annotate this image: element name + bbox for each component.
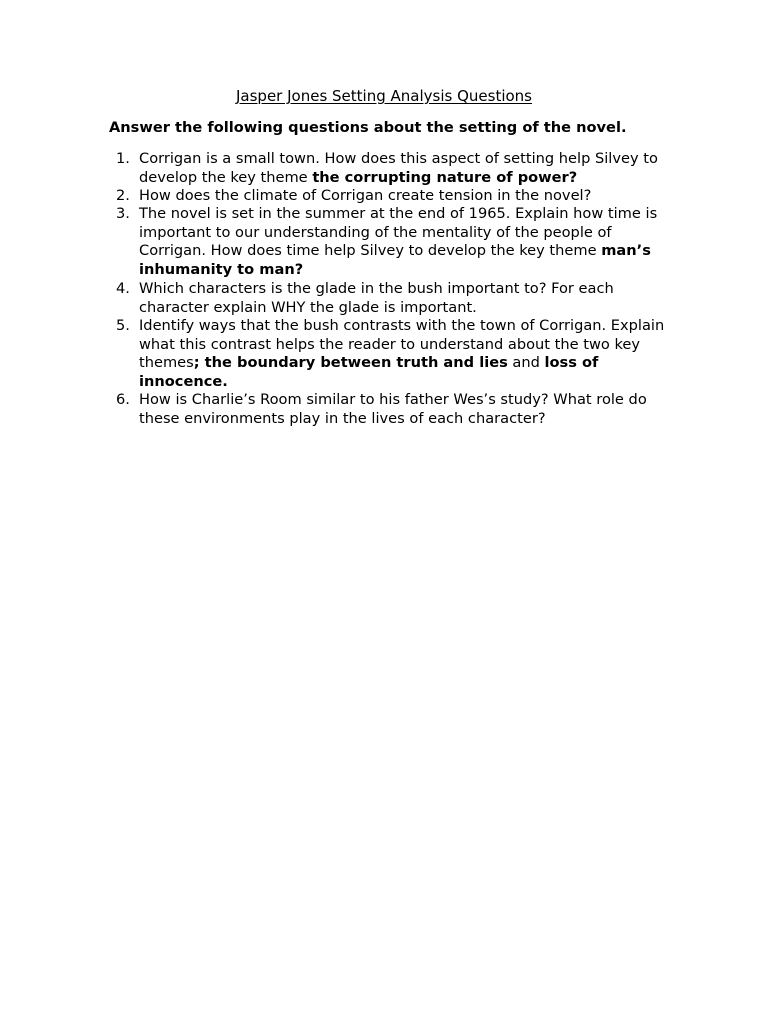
question-text: How does the climate of Corrigan create tension in the novel? bbox=[139, 187, 592, 204]
question-text-connector: and bbox=[507, 354, 545, 371]
question-number: 4. bbox=[116, 280, 130, 297]
question-item bbox=[0, 187, 679, 205]
question-number: 5. bbox=[116, 317, 130, 334]
question-text: The novel is set in the summer at the end of 1965. Explain how time is important to our understanding of the mentality of the people of Corrigan. How does time help Silvey to develop the key theme bbox=[139, 205, 658, 259]
question-item bbox=[0, 317, 679, 391]
question-number: 1. bbox=[116, 150, 130, 167]
question-list bbox=[0, 150, 768, 428]
question-text: How is Charlie’s Room similar to his father Wes’s study? What role do these environments play in the lives of each character? bbox=[139, 391, 647, 427]
question-text: Corrigan is a small town. How does this aspect of setting help Silvey to develop the key theme bbox=[139, 150, 658, 186]
question-key-theme: the corrupting nature of power? bbox=[312, 168, 578, 186]
question-key-theme: loss of innocence. bbox=[139, 354, 599, 390]
question-number: 3. bbox=[116, 205, 130, 222]
question-text: Identify ways that the bush contrasts with the town of Corrigan. Explain what this contrast helps the reader to understand about the two key themes bbox=[139, 317, 665, 371]
question-item bbox=[0, 391, 679, 428]
page-title: Jasper Jones Setting Analysis Questions bbox=[236, 87, 532, 105]
question-key-theme: ; the boundary between truth and lies bbox=[193, 354, 508, 371]
question-number: 6. bbox=[116, 391, 130, 408]
question-text: Which characters is the glade in the bush important to? For each character explain WHY the glade is important. bbox=[139, 280, 614, 316]
instruction-text: Answer the following questions about the setting of the novel. bbox=[109, 119, 627, 136]
question-number: 2. bbox=[116, 187, 130, 204]
question-item bbox=[0, 280, 679, 317]
question-key-theme: man’s inhumanity to man? bbox=[139, 242, 651, 278]
question-item bbox=[0, 150, 679, 187]
question-item bbox=[0, 205, 679, 280]
